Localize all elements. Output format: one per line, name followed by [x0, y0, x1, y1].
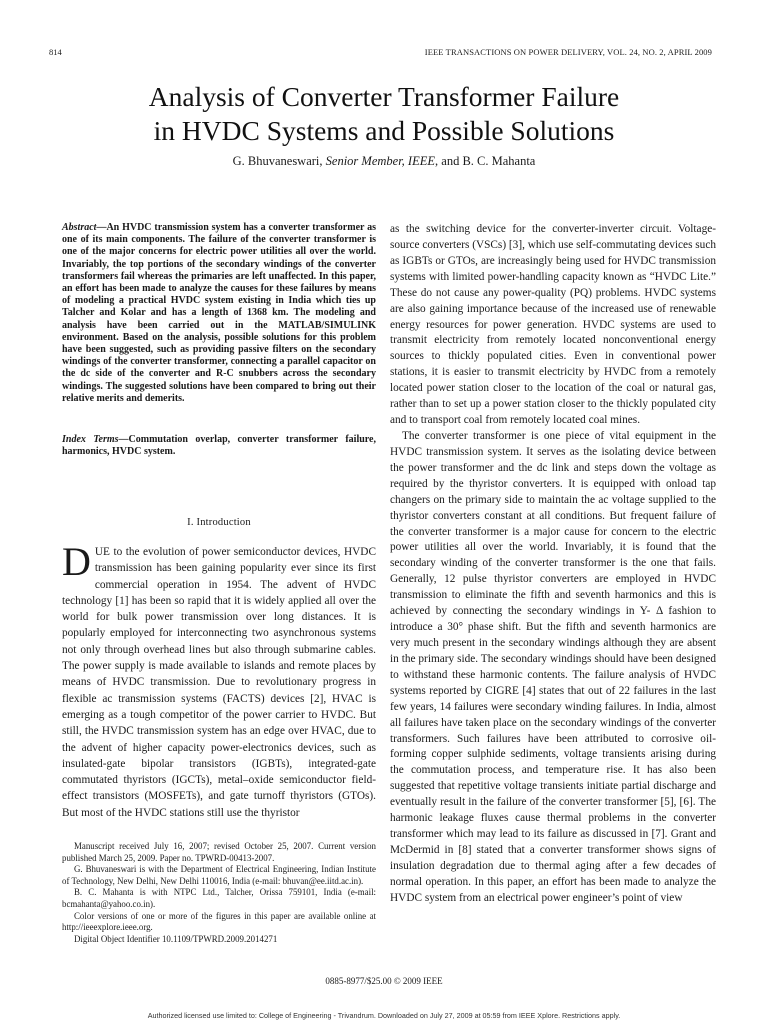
- drop-cap: D: [62, 539, 91, 584]
- copyright-line: 0885-8977/$25.00 © 2009 IEEE: [325, 976, 443, 986]
- title-line-1: Analysis of Converter Transformer Failure: [148, 81, 620, 112]
- footnotes: [62, 841, 376, 945]
- index-terms-label: Index Terms: [62, 434, 119, 445]
- paper-title: [0, 80, 768, 148]
- author-2: B. C. Mahanta: [462, 154, 536, 168]
- paragraph-converter-transformer: The converter transformer is one piece of vital equipment in the HVDC transmission system. It serves as the isolating device between the power transformer and the dc link and steps down the voltage as required by the thyristor converters. It is equipped with onload tap changers on the primary side to maintain the ac voltage supplied to the thyristor converters constant at all conditions. But frequent failure of the converter transformer is a major cause for concern to the electric power utilities all over the world. Invariably, it is found that the secondary winding of the converter transformer is the one that fails. Generally, 12 pulse thyristor converters are employed in HVDC transmission to eliminate the fifth and seventh harmonics and this is achieved by connecting the secondary windings in Y- Δ fashion to introduce a 30° phase shift. But the fifth and seventh harmonics are very much present in the secondary windings although they are absent in the primary side. The secondary windings should have been designed to withstand these harmonic contents. The failure analysis of HVDC systems reported by CIGRE [4] states that out of 22 failures in the last few years, 14 failures were secondary winding failures. In India, almost all failures have taken place on the secondary windings of the converter transformers. Such failures have been attributed to corrosive oil-forming copper sulphide sediments, voltage transients arising during the commutation process, and temperature rise. It has also been suggested that repetitive voltage transients initiate partial discharge and eventually result in the failure of the converter transformer [5], [6]. The harmonic leakage fluxes cause thermal problems in the converter transformer which may lead to its failure as discussed in [7]. Grant and McDermid in [8] stated that a converter transformer shows signs of insulation degradation due to thermal aging after a few decades of normal operation. In this paper, an effort has been made to analyze the HVDC system from an electrical power engineer’s point of view: [390, 429, 716, 904]
- page-number: 814: [49, 47, 62, 57]
- introduction-text: UE to the evolution of power semiconductor devices, HVDC transmission has been gaining popularity ever since its first commercial operation in 1954. The advent of HVDC technology [1] has been so rapid that it is widely applied all over the world for bulk power transmission over long distances. It is popularly employed for interconnecting two asynchronous systems not only through overhead lines but also through submarine cables. The power supply is made available to islands and remote places by means of HVDC transmission. Due to revolutionary progress in flexible ac transmission systems (FACTS) devices [2], HVAC is emerging as a tough competitor of the power carrier to HVDC. But still, the HVDC transmission system has an edge over HVAC, due to the advent of higher capacity power-electronics devices, such as insulated-gate bipolar transistors (IGBTs), integrated-gate commutated thyristors (IGCTs), metal–oxide semiconductor field-effect transistors (MOSFETs), and gate turnoff thyristors (GTOs). But most of the HVDC stations still use the thyristor: [62, 546, 376, 819]
- author-1: G. Bhuvaneswari,: [232, 154, 323, 168]
- authorized-use-notice: Authorized licensed use limited to: College of Engineering - Trivandrum. Downloaded on July 27, 2009 at 05:59 from IEEE Xplore. Restrictions apply.: [147, 1011, 621, 1020]
- footnote-author-1: G. Bhuvaneswari is with the Department of Electrical Engineering, Indian Institute of Technology, New Delhi, New Delhi 110016, India (e-mail: bhuvan@ee.iitd.ac.in).: [62, 864, 376, 886]
- author-1-title: Senior Member, IEEE: [325, 154, 436, 168]
- paragraph-vsc: as the switching device for the converter-inverter circuit. Voltage-source converters (VSCs) [3], which use self-commutating devices such as IGBTs or GTOs, are increasingly being used for HVDC transmission systems with limited power-handling capacity known as “HVDC Lite.” These do not cause any power-quality (PQ) problems. HVDC systems are also gaining importance because of the increased use of renewable energy resources for power generation. HVDC systems are used to transmit electricity from remotely located nonconventional energy sources to thickly populated cities. Even in conventional power stations, it is easier to transmit electricity by HVDC from a remotely located power station closer to the location of the coal or natural gas, rather than to set up a power station closer to the thickly populated city and to transport coal from remotely located coal mines.: [390, 223, 716, 427]
- footnote-author-2: B. C. Mahanta is with NTPC Ltd., Talcher, Orissa 759101, India (e-mail: bcmahanta@yahoo.co.in).: [62, 887, 376, 909]
- footnote-doi: Digital Object Identifier 10.1109/TPWRD.2009.2014271: [74, 933, 278, 944]
- abstract-text: —An HVDC transmission system has a converter transformer as one of its main components. The failure of the converter transformer is one of the major concerns for electric power utilities all over the world. Invariably, the top portions of the secondary windings of the converter transformers fail whereas the primaries are left unaffected. In this paper, an effort has been made to analyze the causes for these failures by means of modeling a practical HVDC system existing in India which ties up Talcher and Kolar and has a length of 1368 km. The modeling and analysis have been carried out in the MATLAB/SIMULINK environment. Based on the analysis, possible solutions for this problem have been suggested, such as providing passive filters on the secondary windings of the converter transformer, connecting a parallel capacitor on the dc side of the converter and R-C snubbers across the secondary windings. The suggested solutions have been compared to bring out their relative merits and demerits.: [62, 222, 376, 404]
- index-terms-text: —Commutation overlap, converter transformer failure, harmonics, HVDC system.: [62, 434, 376, 458]
- section-heading-introduction: I. Introduction: [187, 517, 251, 528]
- introduction-body: [62, 539, 376, 821]
- footnote-color: Color versions of one or more of the figures in this paper are available online at http://ieeexplore.ieee.org.: [62, 910, 376, 933]
- footnote-manuscript: Manuscript received July 16, 2007; revised October 25, 2007. Current version published March 25, 2009. Paper no. TPWRD-00413-2007.: [62, 841, 376, 863]
- abstract-label: Abstract: [62, 222, 97, 233]
- right-column-body: [390, 222, 716, 907]
- abstract: [62, 222, 376, 405]
- author-line: [0, 154, 768, 169]
- author-conjunction: , and: [435, 154, 460, 168]
- index-terms: [62, 434, 376, 458]
- title-line-2: in HVDC Systems and Possible Solutions: [153, 115, 615, 146]
- journal-header: IEEE TRANSACTIONS ON POWER DELIVERY, VOL. 24, NO. 2, APRIL 2009: [424, 47, 712, 57]
